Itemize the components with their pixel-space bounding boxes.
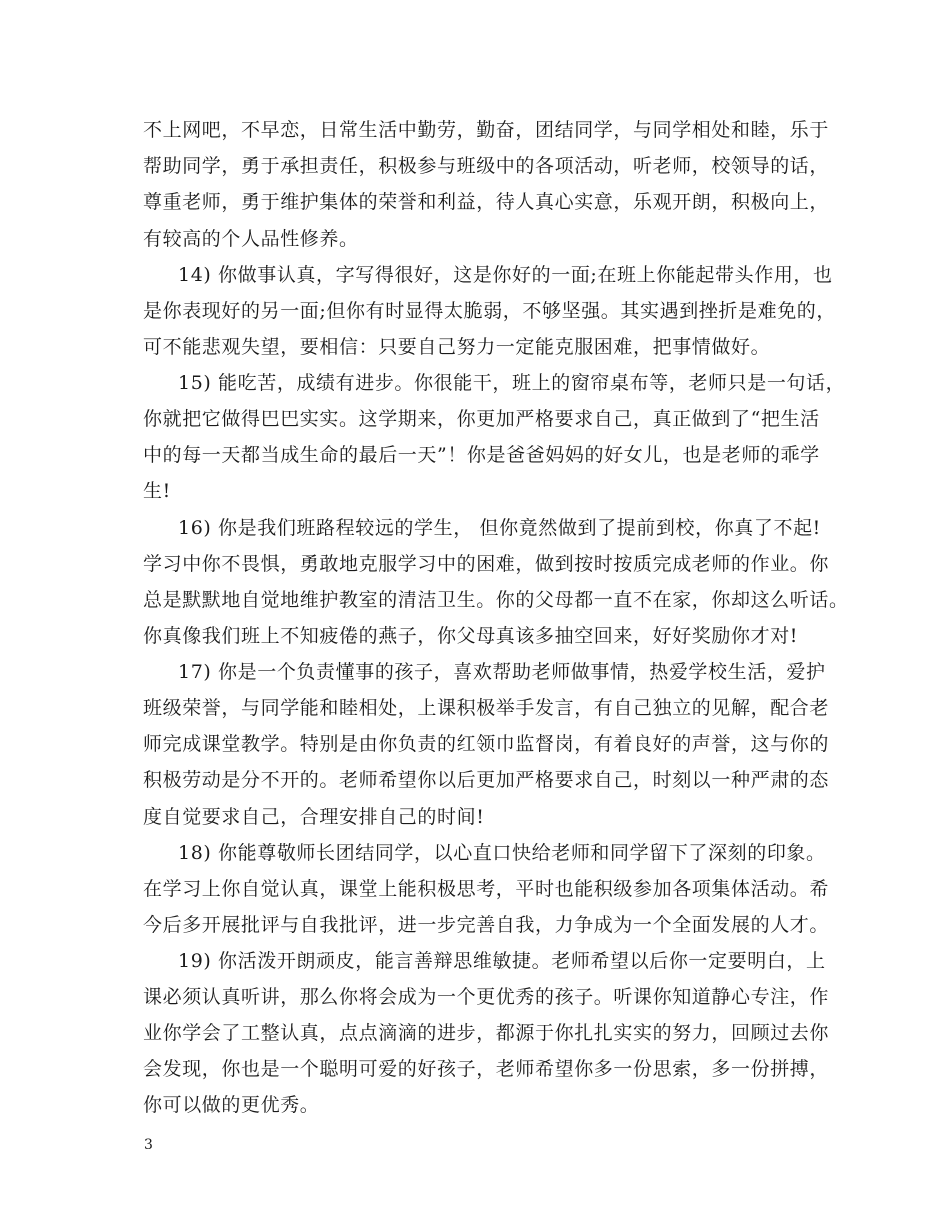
text-line: 课必须认真听讲，那么你将会成为一个更优秀的孩子。听课你知道静心专注，作	[143, 986, 830, 1008]
text-line: 生!	[143, 480, 171, 502]
paragraph-first-line: 19) 你活泼开朗顽皮，能言善辩思维敏捷。老师希望以后你一定要明白，上	[178, 950, 826, 972]
page-number: 3	[144, 1137, 153, 1153]
text-line: 中的每一天都当成生命的最后一天”！你是爸爸妈妈的好女儿，也是老师的乖学	[143, 444, 820, 466]
text-line: 帮助同学，勇于承担责任，积极参与班级中的各项活动，听老师，校领导的话，	[143, 155, 830, 177]
text-line: 度自觉要求自己，合理安排自己的时间!	[143, 806, 485, 828]
text-line: 有较高的个人品性修养。	[143, 228, 359, 250]
paragraph-first-line: 15) 能吃苦，成绩有进步。你很能干，班上的窗帘桌布等，老师只是一句话，	[178, 372, 846, 394]
text-line: 师完成课堂教学。特别是由你负责的红领巾监督岗，有着良好的声誉，这与你的	[143, 733, 830, 755]
text-line: 你真像我们班上不知疲倦的燕子，你父母真该多抽空回来，好好奖励你才对!	[143, 625, 799, 647]
text-line: 业你学会了工整认真，点点滴滴的进步，都源于你扎扎实实的努力，回顾过去你	[143, 1022, 830, 1044]
text-line: 可不能悲观失望，要相信：只要自己努力一定能克服困难，把事情做好。	[143, 336, 771, 358]
text-line: 学习中你不畏惧，勇敢地克服学习中的困难，做到按时按质完成老师的作业。你	[143, 553, 830, 575]
paragraph-first-line: 16) 你是我们班路程较远的学生， 但你竟然做到了提前到校，你真了不起!	[178, 517, 821, 539]
paragraph-first-line: 18) 你能尊敬师长团结同学，以心直口快给老师和同学留下了深刻的印象。	[178, 842, 826, 864]
text-line: 积极劳动是分不开的。老师希望你以后更加严格要求自己，时刻以一种严肃的态	[143, 769, 830, 791]
paragraph-first-line: 14) 你做事认真，字写得很好，这是你好的一面;在班上你能起带头作用，也	[178, 264, 833, 286]
text-line: 在学习上你自觉认真，课堂上能积极思考，平时也能积级参加各项集体活动。希	[143, 878, 830, 900]
text-line: 是你表现好的另一面;但你有时显得太脆弱，不够坚强。其实遇到挫折是难免的，	[143, 300, 837, 322]
text-line: 你就把它做得巴巴实实。这学期来，你更加严格要求自己，真正做到了“把生活	[143, 408, 820, 430]
text-line: 尊重老师，勇于维护集体的荣誉和利益，待人真心实意，乐观开朗，积极向上，	[143, 191, 830, 213]
text-line: 班级荣誉，与同学能和睦相处，上课积极举手发言，有自己独立的见解，配合老	[143, 697, 830, 719]
text-line: 会发现，你也是一个聪明可爱的好孩子，老师希望你多一份思索，多一份拼搏，	[143, 1058, 830, 1080]
text-line: 你可以做的更优秀。	[143, 1094, 320, 1116]
text-line: 总是默默地自觉地维护教室的清洁卫生。你的父母都一直不在家，你却这么听话。	[143, 589, 849, 611]
text-line: 不上网吧，不早恋，日常生活中勤劳，勤奋，团结同学，与同学相处和睦，乐于	[143, 119, 830, 141]
paragraph-first-line: 17) 你是一个负责懂事的孩子，喜欢帮助老师做事情，热爱学校生活，爱护	[178, 661, 826, 683]
text-line: 今后多开展批评与自我批评，进一步完善自我，力争成为一个全面发展的人才。	[143, 914, 830, 936]
